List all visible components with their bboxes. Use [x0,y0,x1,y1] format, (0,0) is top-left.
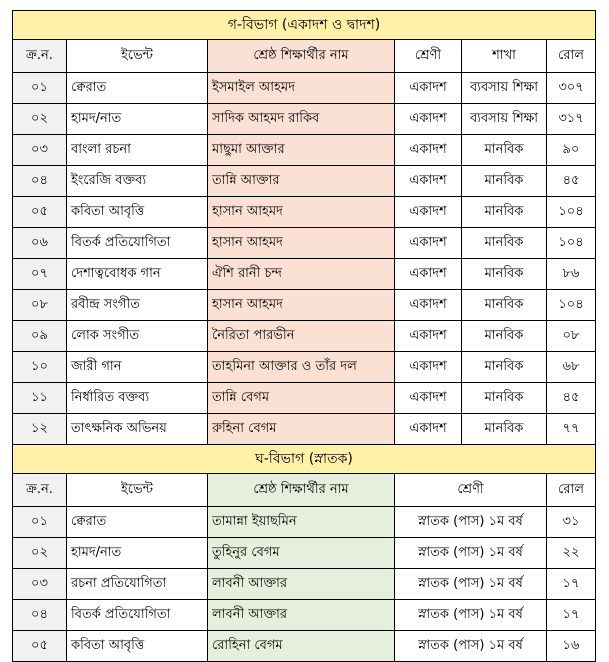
event-cell: নির্ধারিত বক্তব্য [67,383,208,414]
serial-cell: ০৩ [13,569,67,600]
student-name-cell: তামান্না ইয়াছমিন [208,507,395,538]
table-row [13,228,596,259]
roll-cell: ৮৬ [547,259,596,290]
event-cell: তাৎক্ষনিক অভিনয় [67,414,208,445]
table-row [13,135,596,166]
table-row [13,73,596,104]
serial-cell: ০২ [13,104,67,135]
table-row [13,259,596,290]
roll-cell: ২২ [547,538,596,569]
serial-cell: ০৪ [13,166,67,197]
class-cell: একাদশ [395,414,462,445]
roll-cell: ৪৫ [547,383,596,414]
serial-cell: ০৭ [13,259,67,290]
table-row [13,321,596,352]
section-c-title-row [13,11,596,40]
roll-cell: ০৮ [547,321,596,352]
roll-cell: ১৭ [547,569,596,600]
table-row [13,383,596,414]
event-cell: হামদ/নাত [67,538,208,569]
class-cell: একাদশ [395,166,462,197]
col-header-branch: শাখা [462,40,547,73]
branch-cell: মানবিক [462,228,547,259]
event-cell: বিতর্ক প্রতিযোগিতা [67,600,208,631]
results-document [12,10,595,662]
class-cell: একাদশ [395,197,462,228]
col-header-class: শ্রেণী [395,40,462,73]
student-name-cell: নৈরিতা পারভীন [208,321,395,352]
student-name-cell: মাছুমা আক্তার [208,135,395,166]
table-row [13,197,596,228]
student-name-cell: হাসান আহমদ [208,228,395,259]
branch-cell: ব্যবসায় শিক্ষা [462,104,547,135]
serial-cell: ০১ [13,507,67,538]
event-cell: রচনা প্রতিযোগিতা [67,569,208,600]
roll-cell: ৭৭ [547,414,596,445]
event-cell: দেশাত্ববোধক গান [67,259,208,290]
roll-cell: ৯০ [547,135,596,166]
class-cell: একাদশ [395,259,462,290]
branch-cell: মানবিক [462,259,547,290]
table-row [13,414,596,445]
class-cell: একাদশ [395,135,462,166]
roll-cell: ১০৪ [547,290,596,321]
serial-cell: ০৩ [13,135,67,166]
roll-cell: ১০৪ [547,197,596,228]
event-cell: রবীন্দ্র সংগীত [67,290,208,321]
table-row [13,569,596,600]
table-row [13,290,596,321]
branch-cell: মানবিক [462,166,547,197]
event-cell: লোক সংগীত [67,321,208,352]
student-name-cell: হাসান আহমদ [208,290,395,321]
event-cell: বিতর্ক প্রতিযোগিতা [67,228,208,259]
roll-cell: ৬৮ [547,352,596,383]
roll-cell: ১৬ [547,631,596,662]
roll-cell: ১৭ [547,600,596,631]
student-name-cell: সাদিক আহমদ রাকিব [208,104,395,135]
class-cell: একাদশ [395,290,462,321]
class-cell: স্নাতক (পাস) ১ম বর্ষ [395,631,547,662]
branch-cell: মানবিক [462,321,547,352]
table-row [13,166,596,197]
class-cell: একাদশ [395,383,462,414]
student-name-cell: লাবনী আক্তার [208,569,395,600]
student-name-cell: তাহমিনা আক্তার ও তাঁর দল [208,352,395,383]
col-header-best-student: শ্রেষ্ঠ শিক্ষার্থীর নাম [208,474,395,507]
serial-cell: ০৫ [13,631,67,662]
event-cell: কবিতা আবৃত্তি [67,197,208,228]
roll-cell: ৪৫ [547,166,596,197]
results-table [12,10,596,662]
serial-cell: ০৯ [13,321,67,352]
event-cell: ইংরেজি বক্তব্য [67,166,208,197]
student-name-cell: রোহিনা বেগম [208,631,395,662]
col-header-serial: ক্র.ন. [13,40,67,73]
event-cell: হামদ/নাত [67,104,208,135]
table-row [13,600,596,631]
class-cell: স্নাতক (পাস) ১ম বর্ষ [395,507,547,538]
event-cell: বাংলা রচনা [67,135,208,166]
class-cell: একাদশ [395,321,462,352]
roll-cell: ৩১৭ [547,104,596,135]
table-row [13,104,596,135]
col-header-class: শ্রেণী [395,474,547,507]
class-cell: স্নাতক (পাস) ১ম বর্ষ [395,569,547,600]
student-name-cell: ঐশি রানী চন্দ [208,259,395,290]
section-d-title-row [13,445,596,474]
section-d-title: ঘ-বিভাগ (স্নাতক) [13,445,596,474]
class-cell: একাদশ [395,352,462,383]
roll-cell: ৩১ [547,507,596,538]
branch-cell: মানবিক [462,197,547,228]
section-c-rows [13,73,596,445]
student-name-cell: ইসমাইল আহমদ [208,73,395,104]
serial-cell: ০২ [13,538,67,569]
serial-cell: ০৮ [13,290,67,321]
col-header-event: ইভেন্ট [67,474,208,507]
table-row [13,507,596,538]
student-name-cell: তান্নি আক্তার [208,166,395,197]
class-cell: স্নাতক (পাস) ১ম বর্ষ [395,600,547,631]
serial-cell: ১০ [13,352,67,383]
serial-cell: ১২ [13,414,67,445]
serial-cell: ০১ [13,73,67,104]
branch-cell: মানবিক [462,352,547,383]
table-row [13,631,596,662]
serial-cell: ১১ [13,383,67,414]
event-cell: জারী গান [67,352,208,383]
section-d-header-row [13,474,596,507]
col-header-best-student: শ্রেষ্ঠ শিক্ষার্থীর নাম [208,40,395,73]
class-cell: স্নাতক (পাস) ১ম বর্ষ [395,538,547,569]
student-name-cell: তুহিনুর বেগম [208,538,395,569]
col-header-roll: রোল [547,474,596,507]
section-c-header-row [13,40,596,73]
class-cell: একাদশ [395,73,462,104]
serial-cell: ০৪ [13,600,67,631]
branch-cell: মানবিক [462,290,547,321]
branch-cell: মানবিক [462,414,547,445]
branch-cell: মানবিক [462,135,547,166]
event-cell: ক্বেরাত [67,73,208,104]
event-cell: কবিতা আবৃত্তি [67,631,208,662]
section-c-title: গ-বিভাগ (একাদশ ও দ্বাদশ) [13,11,596,40]
section-d-rows [13,507,596,662]
col-header-roll: রোল [547,40,596,73]
student-name-cell: রুহিনা বেগম [208,414,395,445]
student-name-cell: হাসান আহমদ [208,197,395,228]
serial-cell: ০৬ [13,228,67,259]
student-name-cell: লাবনী আক্তার [208,600,395,631]
roll-cell: ১০৪ [547,228,596,259]
table-row [13,352,596,383]
branch-cell: মানবিক [462,383,547,414]
serial-cell: ০৫ [13,197,67,228]
roll-cell: ৩০৭ [547,73,596,104]
class-cell: একাদশ [395,228,462,259]
student-name-cell: তান্নি বেগম [208,383,395,414]
branch-cell: ব্যবসায় শিক্ষা [462,73,547,104]
class-cell: একাদশ [395,104,462,135]
col-header-serial: ক্র.ন. [13,474,67,507]
col-header-event: ইভেন্ট [67,40,208,73]
table-row [13,538,596,569]
event-cell: ক্বেরাত [67,507,208,538]
